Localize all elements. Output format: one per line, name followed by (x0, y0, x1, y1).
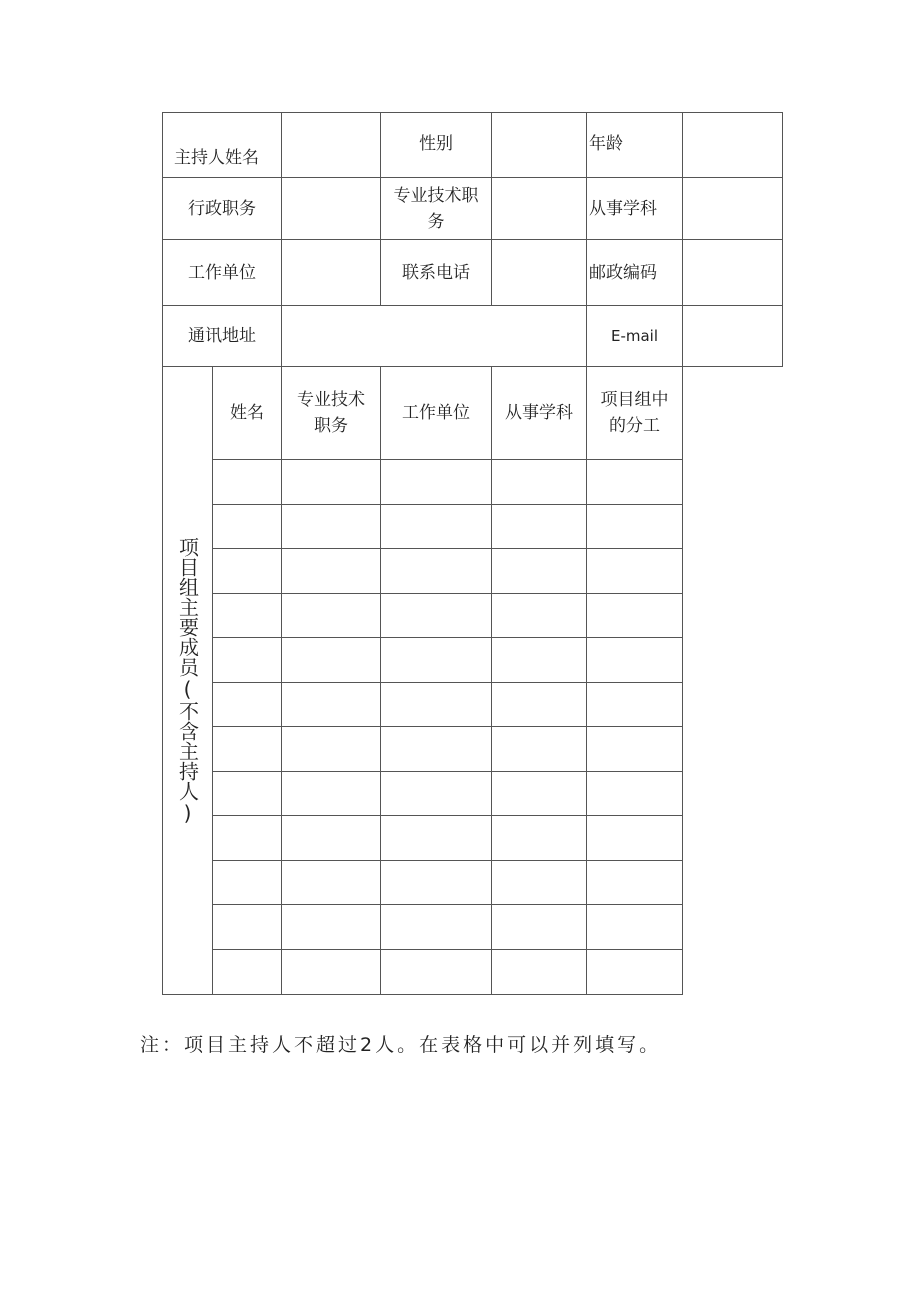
member-name-cell[interactable] (213, 683, 282, 727)
member-work-unit-cell[interactable] (381, 594, 492, 638)
member-name-cell[interactable] (213, 816, 282, 861)
member-row (163, 950, 783, 995)
application-form-table (162, 112, 783, 995)
member-discipline-cell[interactable] (492, 460, 587, 505)
email-cell[interactable] (683, 306, 783, 367)
member-work-unit-cell[interactable] (381, 505, 492, 549)
member-role-cell[interactable] (587, 594, 683, 638)
discipline-cell[interactable] (683, 178, 783, 240)
age-cell[interactable] (683, 113, 783, 178)
address-label: 通讯地址 (163, 306, 282, 367)
row-host-basic (163, 113, 783, 178)
host-name-label: 主持人姓名 (163, 113, 282, 178)
admin-position-label: 行政职务 (163, 178, 282, 240)
member-row (163, 594, 783, 638)
member-role-cell[interactable] (587, 549, 683, 594)
member-title-cell[interactable] (282, 594, 381, 638)
member-discipline-cell[interactable] (492, 950, 587, 995)
member-title-cell[interactable] (282, 816, 381, 861)
postal-code-label: 邮政编码 (587, 240, 683, 306)
member-discipline-cell[interactable] (492, 549, 587, 594)
member-title-cell[interactable] (282, 460, 381, 505)
email-label: E-mail (587, 306, 683, 367)
member-name-cell[interactable] (213, 505, 282, 549)
member-name-cell[interactable] (213, 460, 282, 505)
member-title-cell[interactable] (282, 772, 381, 816)
member-discipline-cell[interactable] (492, 861, 587, 905)
phone-label: 联系电话 (381, 240, 492, 306)
row-host-position (163, 178, 783, 240)
member-title-cell[interactable] (282, 505, 381, 549)
member-work-unit-cell[interactable] (381, 549, 492, 594)
member-work-unit-cell[interactable] (381, 861, 492, 905)
member-work-unit-cell[interactable] (381, 816, 492, 861)
footnote: 注：项目主持人不超过2人。在表格中可以并列填写。 (140, 1034, 662, 1056)
row-host-address (163, 306, 783, 367)
discipline-label: 从事学科 (587, 178, 683, 240)
member-name-cell[interactable] (213, 594, 282, 638)
member-title-header: 专业技术职务 (282, 367, 381, 460)
member-name-cell[interactable] (213, 727, 282, 772)
member-work-unit-cell[interactable] (381, 460, 492, 505)
member-work-unit-cell[interactable] (381, 683, 492, 727)
member-title-cell[interactable] (282, 549, 381, 594)
members-header-row (163, 367, 783, 460)
member-title-cell[interactable] (282, 683, 381, 727)
member-name-cell[interactable] (213, 772, 282, 816)
gender-label: 性别 (381, 113, 492, 178)
member-name-cell[interactable] (213, 549, 282, 594)
member-row (163, 772, 783, 816)
phone-cell[interactable] (492, 240, 587, 306)
member-work-unit-cell[interactable] (381, 727, 492, 772)
member-role-cell[interactable] (587, 727, 683, 772)
professional-title-label: 专业技术职务 (381, 178, 492, 240)
admin-position-cell[interactable] (282, 178, 381, 240)
members-section-text: 项目组主要成员(不含主持人) (175, 537, 200, 825)
member-role-cell[interactable] (587, 638, 683, 683)
member-title-cell[interactable] (282, 861, 381, 905)
postal-code-cell[interactable] (683, 240, 783, 306)
professional-title-cell[interactable] (492, 178, 587, 240)
row-host-contact (163, 240, 783, 306)
member-name-cell[interactable] (213, 905, 282, 950)
member-name-cell[interactable] (213, 950, 282, 995)
member-row (163, 638, 783, 683)
work-unit-label: 工作单位 (163, 240, 282, 306)
member-discipline-cell[interactable] (492, 816, 587, 861)
member-row (163, 460, 783, 505)
host-name-cell[interactable] (282, 113, 381, 178)
member-role-cell[interactable] (587, 683, 683, 727)
member-discipline-cell[interactable] (492, 905, 587, 950)
member-discipline-cell[interactable] (492, 683, 587, 727)
member-discipline-cell[interactable] (492, 594, 587, 638)
member-name-cell[interactable] (213, 861, 282, 905)
member-title-cell[interactable] (282, 727, 381, 772)
address-cell[interactable] (282, 306, 587, 367)
age-label: 年龄 (587, 113, 683, 178)
member-role-cell[interactable] (587, 950, 683, 995)
member-work-unit-cell[interactable] (381, 638, 492, 683)
member-discipline-cell[interactable] (492, 772, 587, 816)
member-role-header: 项目组中的分工 (587, 367, 683, 460)
member-title-cell[interactable] (282, 950, 381, 995)
member-row (163, 505, 783, 549)
member-name-cell[interactable] (213, 638, 282, 683)
member-work-unit-cell[interactable] (381, 905, 492, 950)
member-role-cell[interactable] (587, 505, 683, 549)
member-work-unit-cell[interactable] (381, 950, 492, 995)
member-discipline-cell[interactable] (492, 505, 587, 549)
member-role-cell[interactable] (587, 460, 683, 505)
work-unit-cell[interactable] (282, 240, 381, 306)
member-row (163, 816, 783, 861)
member-row (163, 727, 783, 772)
member-discipline-cell[interactable] (492, 727, 587, 772)
member-role-cell[interactable] (587, 861, 683, 905)
member-row (163, 905, 783, 950)
member-discipline-cell[interactable] (492, 638, 587, 683)
members-section-label (163, 367, 213, 995)
member-role-cell[interactable] (587, 905, 683, 950)
member-title-cell[interactable] (282, 905, 381, 950)
member-row (163, 549, 783, 594)
member-work-unit-header: 工作单位 (381, 367, 492, 460)
member-row (163, 861, 783, 905)
member-title-cell[interactable] (282, 638, 381, 683)
gender-cell[interactable] (492, 113, 587, 178)
member-role-cell[interactable] (587, 816, 683, 861)
member-discipline-header: 从事学科 (492, 367, 587, 460)
member-work-unit-cell[interactable] (381, 772, 492, 816)
member-role-cell[interactable] (587, 772, 683, 816)
member-row (163, 683, 783, 727)
member-name-header: 姓名 (213, 367, 282, 460)
